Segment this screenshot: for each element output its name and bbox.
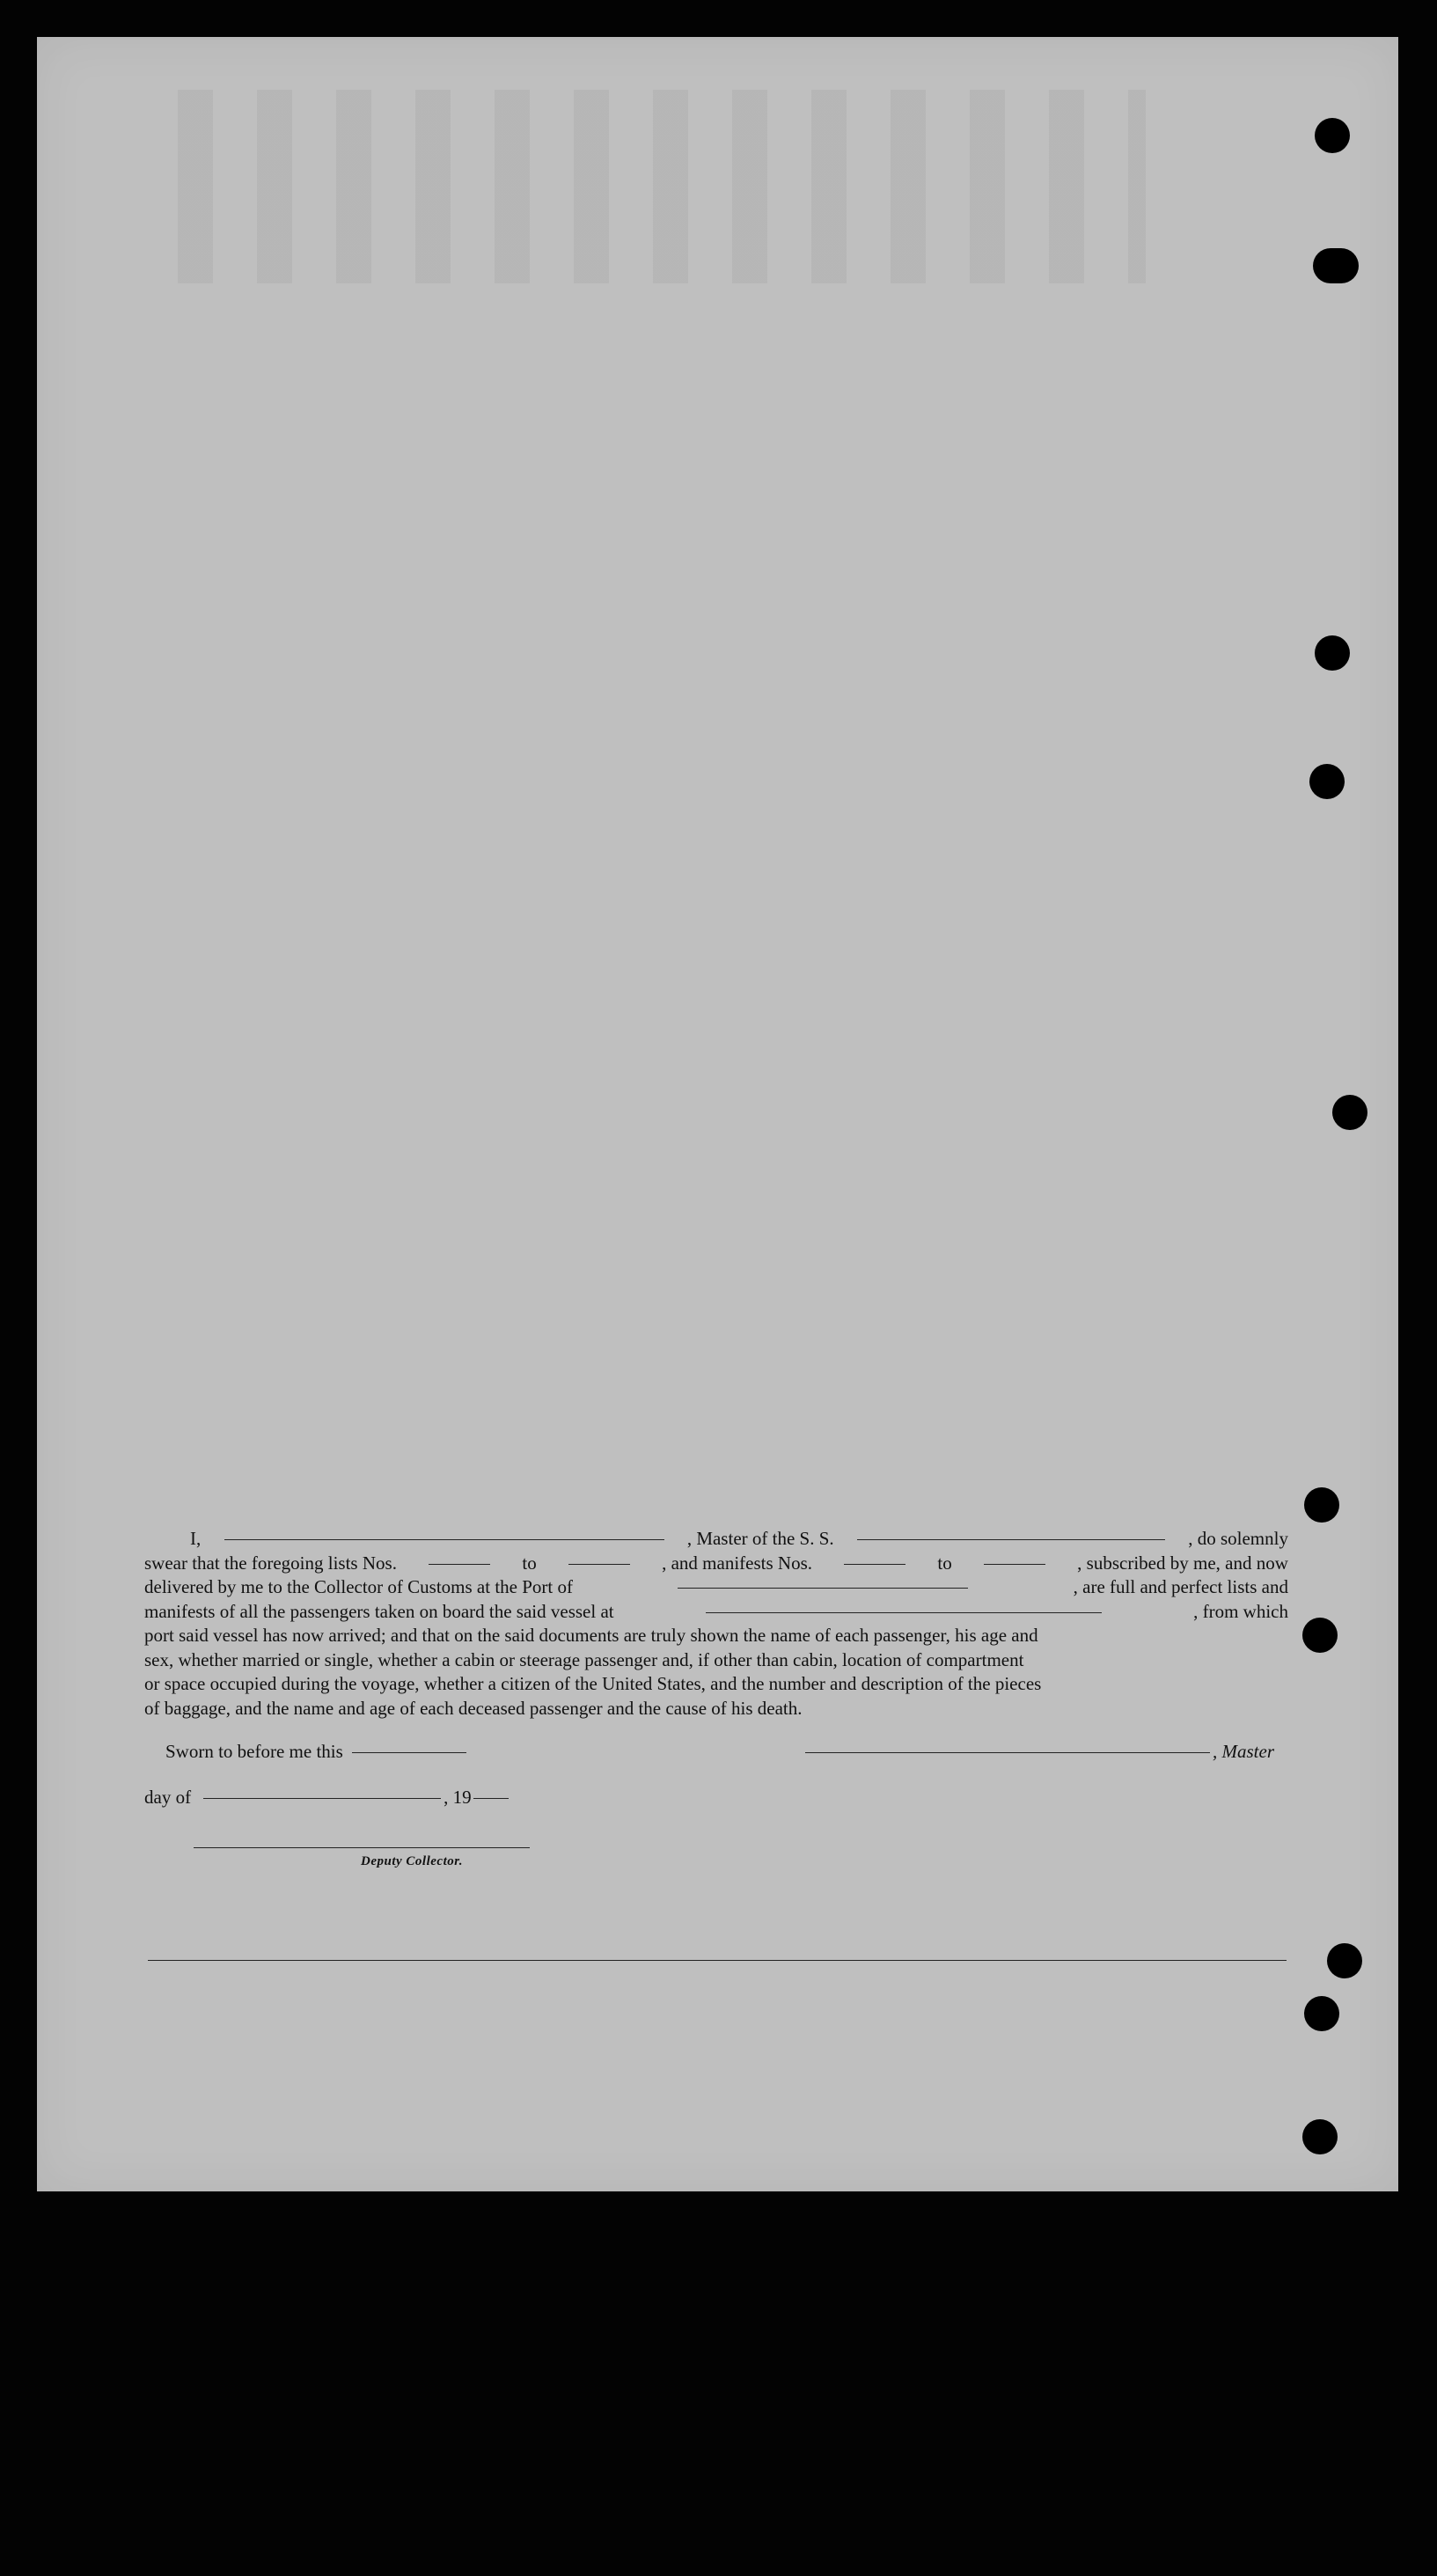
oath-text: , from which (1193, 1600, 1288, 1622)
oath-paragraph (144, 1527, 1288, 1721)
master-signature-row (803, 1741, 1274, 1763)
punch-hole (1313, 248, 1359, 283)
oath-text: sex, whether married or single, whether a cabin or steerage passenger and, if other than cabin, location of compartment (144, 1648, 1024, 1670)
master-label: , Master (1213, 1741, 1274, 1762)
embarkation-port-blank (706, 1611, 1102, 1613)
master-name-blank (224, 1538, 664, 1540)
list-from-blank (429, 1563, 490, 1565)
oath-text: to (522, 1552, 537, 1574)
deputy-collector-caption: Deputy Collector. (361, 1854, 463, 1868)
port-blank (678, 1587, 968, 1589)
punch-hole (1304, 1996, 1339, 2031)
oath-line (144, 1672, 1288, 1697)
year-blank (473, 1797, 509, 1799)
document-page (37, 37, 1398, 2191)
vessel-name-blank (857, 1538, 1165, 1540)
punch-hole (1327, 1943, 1362, 1978)
oath-line (144, 1552, 1288, 1576)
manifest-to-blank (984, 1563, 1045, 1565)
oath-text: , do solemnly (1188, 1528, 1288, 1549)
punch-hole (1302, 1618, 1338, 1653)
oath-text: swear that the foregoing lists Nos. (144, 1552, 397, 1574)
oath-text: , Master of the S. S. (686, 1528, 834, 1549)
day-of-row (144, 1787, 511, 1809)
oath-line (144, 1527, 1288, 1552)
oath-text: I, (190, 1528, 202, 1549)
punch-hole (1309, 764, 1345, 799)
deputy-signature-line (194, 1847, 530, 1848)
oath-text: delivered by me to the Collector of Customs at the Port of (144, 1576, 573, 1597)
bottom-rule (148, 1960, 1287, 1961)
punch-hole (1315, 118, 1350, 153)
oath-line (144, 1624, 1288, 1648)
oath-line (144, 1600, 1288, 1625)
day-blank (203, 1797, 441, 1799)
punch-hole (1304, 1487, 1339, 1523)
oath-text: manifests of all the passengers taken on board the said vessel at (144, 1600, 614, 1622)
punch-hole (1315, 635, 1350, 671)
year-label: , 19 (444, 1787, 472, 1808)
show-through-text (178, 90, 1146, 283)
oath-line (144, 1648, 1288, 1673)
oath-text: of baggage, and the name and age of each deceased passenger and the cause of his death. (144, 1697, 803, 1719)
punch-hole (1332, 1095, 1367, 1130)
oath-text: , and manifests Nos. (662, 1552, 813, 1574)
master-signature-blank (805, 1751, 1210, 1753)
sworn-label: Sworn to before me this (165, 1741, 343, 1762)
oath-text: , are full and perfect lists and (1073, 1576, 1288, 1597)
oath-line (144, 1697, 1288, 1721)
oath-text: or space occupied during the voyage, whether a citizen of the United States, and the number and description of the pieces (144, 1673, 1042, 1694)
punch-hole (1302, 2119, 1338, 2154)
oath-text: to (937, 1552, 952, 1574)
manifest-from-blank (844, 1563, 905, 1565)
list-to-blank (568, 1563, 630, 1565)
oath-line (144, 1575, 1288, 1600)
day-of-label: day of (144, 1787, 192, 1808)
sworn-row (165, 1741, 469, 1763)
sworn-date-blank (352, 1751, 466, 1753)
oath-text: , subscribed by me, and now (1077, 1552, 1288, 1574)
oath-text: port said vessel has now arrived; and that on the said documents are truly shown the name of each passenger, his age and (144, 1625, 1038, 1646)
